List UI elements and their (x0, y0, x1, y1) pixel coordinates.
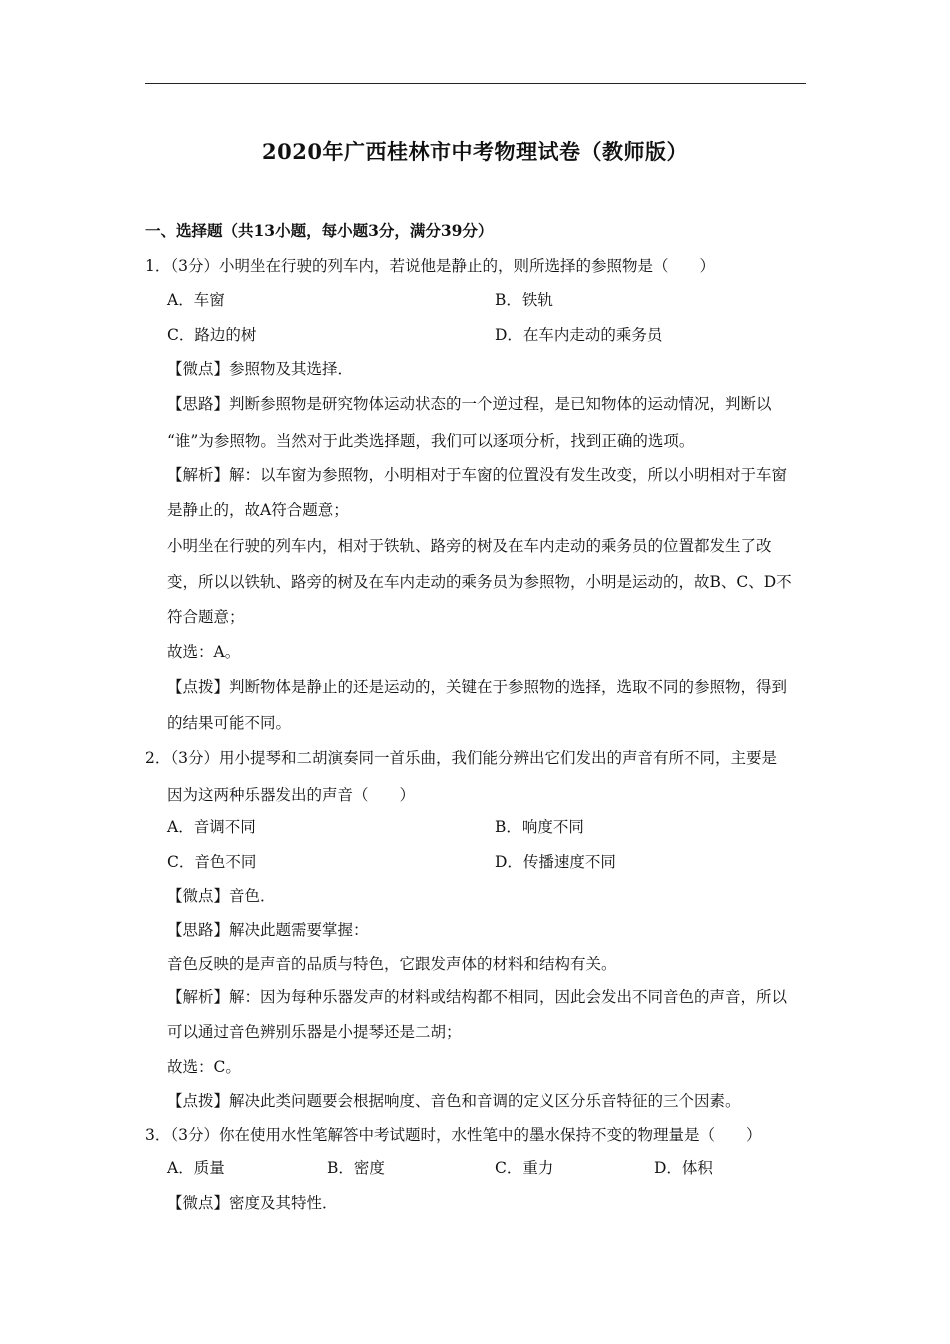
weidian-tag: 【微点】 (167, 360, 230, 378)
silu-tag: 【思路】 (167, 921, 230, 939)
q1-dianbo-line2: 的结果可能不同。 (167, 714, 292, 732)
q2-stem-line1: 2．（3分）用小提琴和二胡演奏同一首乐曲，我们能分辨出它们发出的声音有所不同，主要是 (145, 749, 777, 767)
q2-option-c: C．音色不同 (167, 853, 257, 871)
q1-option-a: A．车窗 (167, 291, 225, 309)
weidian-tag: 【微点】 (167, 1194, 230, 1212)
section-heading: 一、选择题（共13小题，每小题3分，满分39分） (145, 221, 494, 240)
q1-option-d: D．在车内走动的乘务员 (495, 326, 663, 344)
dianbo-tag: 【点拨】 (167, 1092, 230, 1110)
q1-silu-line2: “谁”为参照物。当然对于此类选择题，我们可以逐项分析，找到正确的选项。 (167, 432, 695, 450)
q1-stem: 1．（3分）小明坐在行驶的列车内，若说他是静止的，则所选择的参照物是（ ） (145, 257, 715, 275)
q1-jiexi-line5: 符合题意； (167, 608, 245, 626)
q2-answer: 故选：C。 (167, 1058, 241, 1076)
page-title: 2020年广西桂林市中考物理试卷（教师版） (262, 139, 688, 164)
jiexi-tag: 【解析】 (167, 466, 230, 484)
q2-silu-line1: 【思路】解决此题需要掌握： (167, 921, 369, 939)
jiexi-tag: 【解析】 (167, 988, 230, 1006)
q2-weidian: 【微点】音色． (167, 887, 276, 905)
header-rule (145, 83, 806, 84)
q3-option-a: A．质量 (167, 1159, 225, 1177)
q3-option-d: D．体积 (654, 1159, 713, 1177)
q2-option-d: D．传播速度不同 (495, 853, 616, 871)
q1-jiexi-line1: 【解析】解：以车窗为参照物，小明相对于车窗的位置没有发生改变，所以小明相对于车窗 (167, 466, 788, 484)
q2-jiexi-line1: 【解析】解：因为每种乐器发声的材料或结构都不相同，因此会发出不同音色的声音，所以 (167, 988, 788, 1006)
q1-answer: 故选：A。 (167, 643, 241, 661)
weidian-tag: 【微点】 (167, 887, 230, 905)
q1-option-c: C．路边的树 (167, 326, 257, 344)
q2-silu-line2: 音色反映的是声音的品质与特色，它跟发声体的材料和结构有关。 (167, 955, 617, 973)
q1-jiexi-line2: 是静止的，故A符合题意； (167, 501, 349, 519)
q1-silu-line1: 【思路】判断参照物是研究物体运动状态的一个逆过程，是已知物体的运动情况，判断以 (167, 395, 772, 413)
q3-option-c: C．重力 (495, 1159, 554, 1177)
q2-option-b: B．响度不同 (495, 818, 584, 836)
q1-option-b: B．铁轨 (495, 291, 553, 309)
q3-stem: 3．（3分）你在使用水性笔解答中考试题时，水性笔中的墨水保持不变的物理量是（ ） (145, 1126, 762, 1144)
q1-jiexi-line3: 小明坐在行驶的列车内，相对于铁轨、路旁的树及在车内走动的乘务员的位置都发生了改 (167, 537, 772, 555)
q1-jiexi-line4: 变，所以以铁轨、路旁的树及在车内走动的乘务员为参照物，小明是运动的，故B、C、D不 (167, 573, 792, 591)
q2-jiexi-line2: 可以通过音色辨别乐器是小提琴还是二胡； (167, 1023, 462, 1041)
q3-option-b: B．密度 (327, 1159, 385, 1177)
silu-tag: 【思路】 (167, 395, 230, 413)
q2-dianbo: 【点拨】解决此类问题要会根据响度、音色和音调的定义区分乐音特征的三个因素。 (167, 1092, 741, 1110)
q2-stem-line2: 因为这两种乐器发出的声音（ ） (167, 786, 416, 804)
q1-dianbo-line1: 【点拨】判断物体是静止的还是运动的，关键在于参照物的选择，选取不同的参照物，得到 (167, 678, 788, 696)
q2-option-a: A．音调不同 (167, 818, 256, 836)
q1-weidian: 【微点】参照物及其选择． (167, 360, 354, 378)
q3-weidian: 【微点】密度及其特性． (167, 1194, 338, 1212)
dianbo-tag: 【点拨】 (167, 678, 230, 696)
